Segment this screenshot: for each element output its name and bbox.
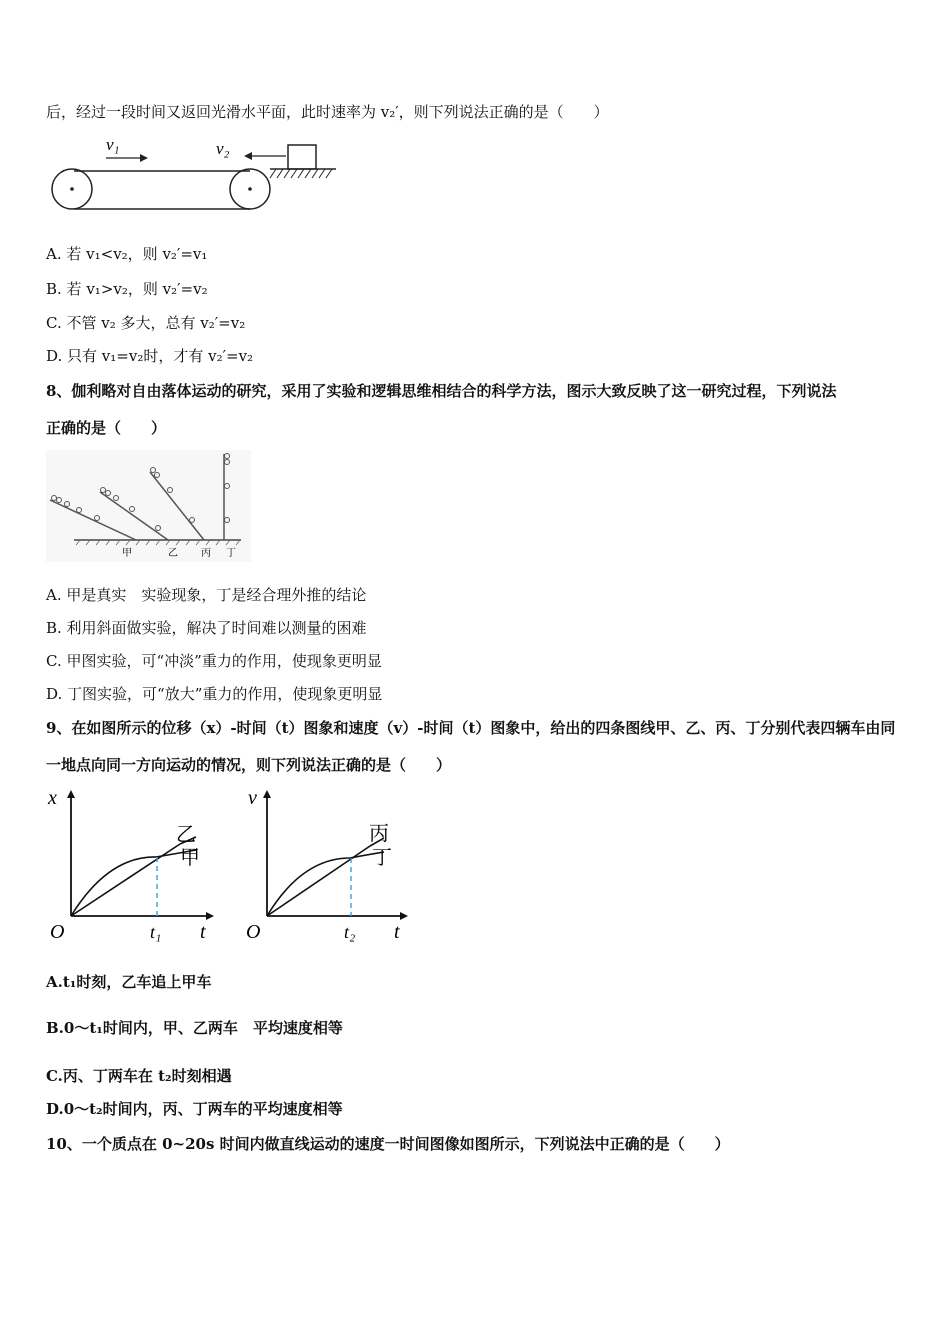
- q8-option-b: B. 利用斜面做实验，解决了时间难以测量的困难: [46, 619, 367, 637]
- label-yi: 乙: [168, 548, 178, 559]
- q7-option-b: B. 若 v₁>v₂，则 v₂′=v₂: [46, 280, 208, 298]
- x-t-graph: [46, 786, 226, 948]
- q8-stem-line2: 正确的是（ ）: [46, 419, 167, 437]
- t-axis-label-right: t: [394, 921, 400, 943]
- label-jia-graph: 甲: [180, 847, 200, 869]
- label-yi-graph: 乙: [176, 824, 196, 846]
- line-jia: [71, 844, 180, 916]
- q8-option-d: D. 丁图实验，可“放大”重力的作用，使现象更明显: [46, 685, 383, 703]
- label-ding: 丁: [226, 548, 236, 559]
- right-pulley-center: [248, 187, 252, 191]
- label-jia: 甲: [122, 548, 132, 559]
- q8-option-a: A. 甲是真实 实验现象，丁是经合理外推的结论: [46, 586, 367, 604]
- q9-stem-line1: 9、在如图所示的位移（x）-时间（t）图象和速度（v）-时间（t）图象中，给出的四条图线甲、乙、丙、丁分别代表四辆车由同: [46, 719, 896, 737]
- q7-option-a: A. 若 v₁<v₂，则 v₂′=v₁: [46, 245, 208, 263]
- q8-option-c: C. 甲图实验，可“冲淡”重力的作用，使现象更明显: [46, 652, 382, 670]
- t1-tick-label: t₁: [150, 922, 162, 942]
- q7-option-d: D. 只有 v₁=v₂时，才有 v₂′=v₂: [46, 347, 254, 365]
- x-axis-label: x: [48, 787, 57, 809]
- origin-label-left: O: [50, 921, 65, 943]
- q7-stem: 后，经过一段时间又返回光滑水平面，此时速率为 v₂′，则下列说法正确的是（ ）: [46, 103, 609, 121]
- conveyor-belt-figure: [46, 136, 346, 216]
- q7-option-c: C. 不管 v₂ 多大，总有 v₂′=v₂: [46, 314, 246, 332]
- block: [288, 145, 316, 169]
- v1-label: v₁: [106, 136, 120, 154]
- label-ding-graph: 丁: [372, 847, 392, 869]
- galileo-incline-figure: [46, 450, 251, 562]
- q9-stem-line2: 一地点向同一方向运动的情况，则下列说法正确的是（ ）: [46, 756, 452, 774]
- q9-option-a: A.t₁时刻，乙车追上甲车: [46, 973, 212, 991]
- label-bing: 丙: [201, 548, 211, 559]
- q8-stem-line1: 8、伽利略对自由落体运动的研究，采用了实验和逻辑思维相结合的科学方法，图示大致反映了这一研究过程，下列说法: [46, 382, 837, 400]
- label-bing-graph: 丙: [369, 823, 389, 845]
- q10-stem: 10、一个质点在 0~20s 时间内做直线运动的速度一时间图像如图所示，下列说法中正确的是（ ）: [46, 1135, 730, 1153]
- curve-yi: [71, 850, 196, 916]
- q9-option-d: D.0～t₂时间内，丙、丁两车的平均速度相等: [46, 1100, 343, 1118]
- origin-label-right: O: [246, 921, 261, 943]
- v-axis-label: v: [248, 787, 257, 809]
- v-t-graph: [244, 786, 424, 948]
- t-axis-label-left: t: [200, 921, 206, 943]
- v2-label: v₂: [216, 139, 230, 158]
- q9-option-c: C.丙、丁两车在 t₂时刻相遇: [46, 1067, 232, 1085]
- surface-hatching: [270, 169, 332, 178]
- t2-tick-label: t₂: [344, 922, 356, 942]
- left-pulley-center: [70, 187, 74, 191]
- q9-option-b: B.0～t₁时间内，甲、乙两车 平均速度相等: [46, 1019, 343, 1037]
- curve-ding: [267, 852, 384, 916]
